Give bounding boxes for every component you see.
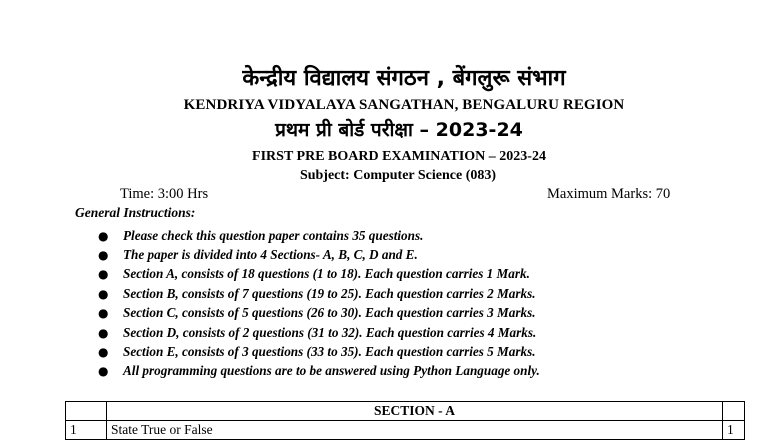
hindi-exam-title: प्रथम प्री बोर्ड परीक्षा – 2023-24 (275, 119, 523, 141)
english-exam-title: FIRST PRE BOARD EXAMINATION – 2023-24 (252, 149, 546, 164)
section-title: SECTION - A (107, 402, 723, 421)
instruction-text: The paper is divided into 4 Sections- A, B, C, D and E. (123, 247, 418, 263)
bullet-icon: ● (98, 286, 109, 301)
instruction-text: Section B, consists of 7 questions (19 to 25). Each question carries 2 Marks. (123, 285, 536, 301)
instruction-text: Section C, consists of 5 questions (26 to 30). Each question carries 3 Marks. (123, 305, 536, 321)
instruction-item (98, 284, 540, 303)
maximum-marks: Maximum Marks: 70 (547, 186, 671, 202)
bullet-icon: ● (98, 345, 109, 360)
instruction-item (98, 226, 540, 245)
bullet-icon: ● (98, 306, 109, 321)
bullet-icon: ● (98, 228, 109, 243)
instruction-item (98, 304, 540, 323)
instruction-item (98, 265, 540, 284)
question-text: State True or False (107, 421, 723, 440)
table-row (66, 421, 745, 440)
general-instructions-heading: General Instructions: (75, 205, 196, 220)
hindi-organization-title: केन्द्रीय विद्यालय संगठन , बेंगलुरू संभाग (242, 66, 566, 91)
section-a-table (65, 401, 745, 440)
section-header-row (66, 402, 745, 421)
english-organization-title: KENDRIYA VIDYALAYA SANGATHAN, BENGALURU REGION (183, 97, 625, 113)
instruction-text: Section D, consists of 2 questions (31 to 32). Each question carries 4 Marks. (123, 324, 537, 340)
header-number-cell (66, 402, 107, 421)
bullet-icon: ● (98, 248, 109, 263)
instruction-text: Section E, consists of 3 questions (33 to 35). Each question carries 5 Marks. (123, 344, 536, 360)
instruction-item (98, 362, 540, 381)
question-marks: 1 (723, 421, 745, 440)
instruction-item (98, 323, 540, 342)
time-allowed: Time: 3:00 Hrs (120, 186, 209, 202)
header-marks-cell (723, 402, 745, 421)
instruction-item (98, 342, 540, 361)
instructions-list (98, 226, 540, 381)
question-number: 1 (66, 421, 107, 440)
bullet-icon: ● (98, 267, 109, 282)
subject-line: Subject: Computer Science (083) (299, 168, 497, 183)
bullet-icon: ● (98, 364, 109, 379)
bullet-icon: ● (98, 325, 109, 340)
instruction-text: Section A, consists of 18 questions (1 to 18). Each question carries 1 Mark. (123, 266, 530, 282)
instruction-text: Please check this question paper contains 35 questions. (123, 227, 424, 243)
instruction-item (98, 245, 540, 264)
instruction-text: All programming questions are to be answered using Python Language only. (123, 363, 540, 379)
